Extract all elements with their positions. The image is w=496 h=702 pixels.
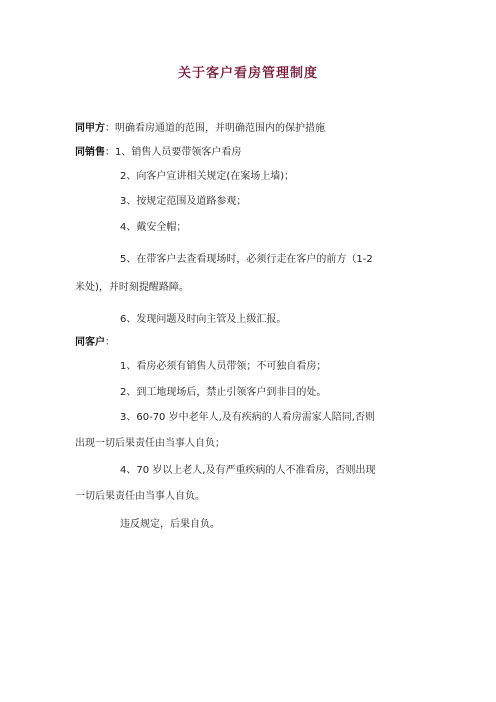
- document-title: 关于客户看房管理制度: [177, 66, 318, 81]
- sales-item-4: 4、戴安全帽；: [120, 222, 187, 233]
- sales-line-1: [75, 146, 241, 160]
- customer-label: 同客户: [75, 337, 105, 348]
- customer-item-4-continued: 一切后果责任由当事人自负。: [75, 491, 205, 502]
- party-a-text: ：明确看房通道的范围，并明确范围内的保护措施: [105, 123, 325, 134]
- sales-item-1: ：1、销售人员要带领客户看房: [105, 147, 242, 158]
- customer-item-2: 2、到工地现场后，禁止引领客户到非目的处。: [120, 387, 327, 398]
- party-a-label: 同甲方: [75, 123, 105, 134]
- sales-item-3: 3、按规定范围及道路参观；: [120, 196, 247, 207]
- customer-heading: [75, 336, 115, 350]
- sales-item-5: 5、在带客户去查看现场时，必须行走在客户的前方（1-2: [120, 254, 373, 265]
- customer-item-3-continued: 出现一切后果责任由当事人自负；: [75, 438, 225, 449]
- sales-item-2: 2、向客户宣讲相关规定(在案场上墙)；: [120, 171, 295, 182]
- customer-colon: ：: [105, 337, 115, 348]
- sales-item-5-continued: 米处)，并时刻提醒路障。: [75, 282, 189, 293]
- sales-label: 同销售: [75, 147, 105, 158]
- customer-item-4: 4、70 岁以上老人,及有严重疾病的人不准看房，否则出现: [120, 465, 376, 476]
- party-a-line: [75, 122, 325, 136]
- customer-item-3: 3、60-70 岁中老年人,及有疾病的人看房需家人陪同,否则: [120, 412, 375, 423]
- closing-statement: 违反规定，后果自负。: [120, 519, 220, 530]
- customer-item-1: 1、看房必须有销售人员带领；不可独自看房；: [120, 361, 327, 372]
- sales-item-6: 6、发现问题及时向主管及上级汇报。: [120, 314, 287, 325]
